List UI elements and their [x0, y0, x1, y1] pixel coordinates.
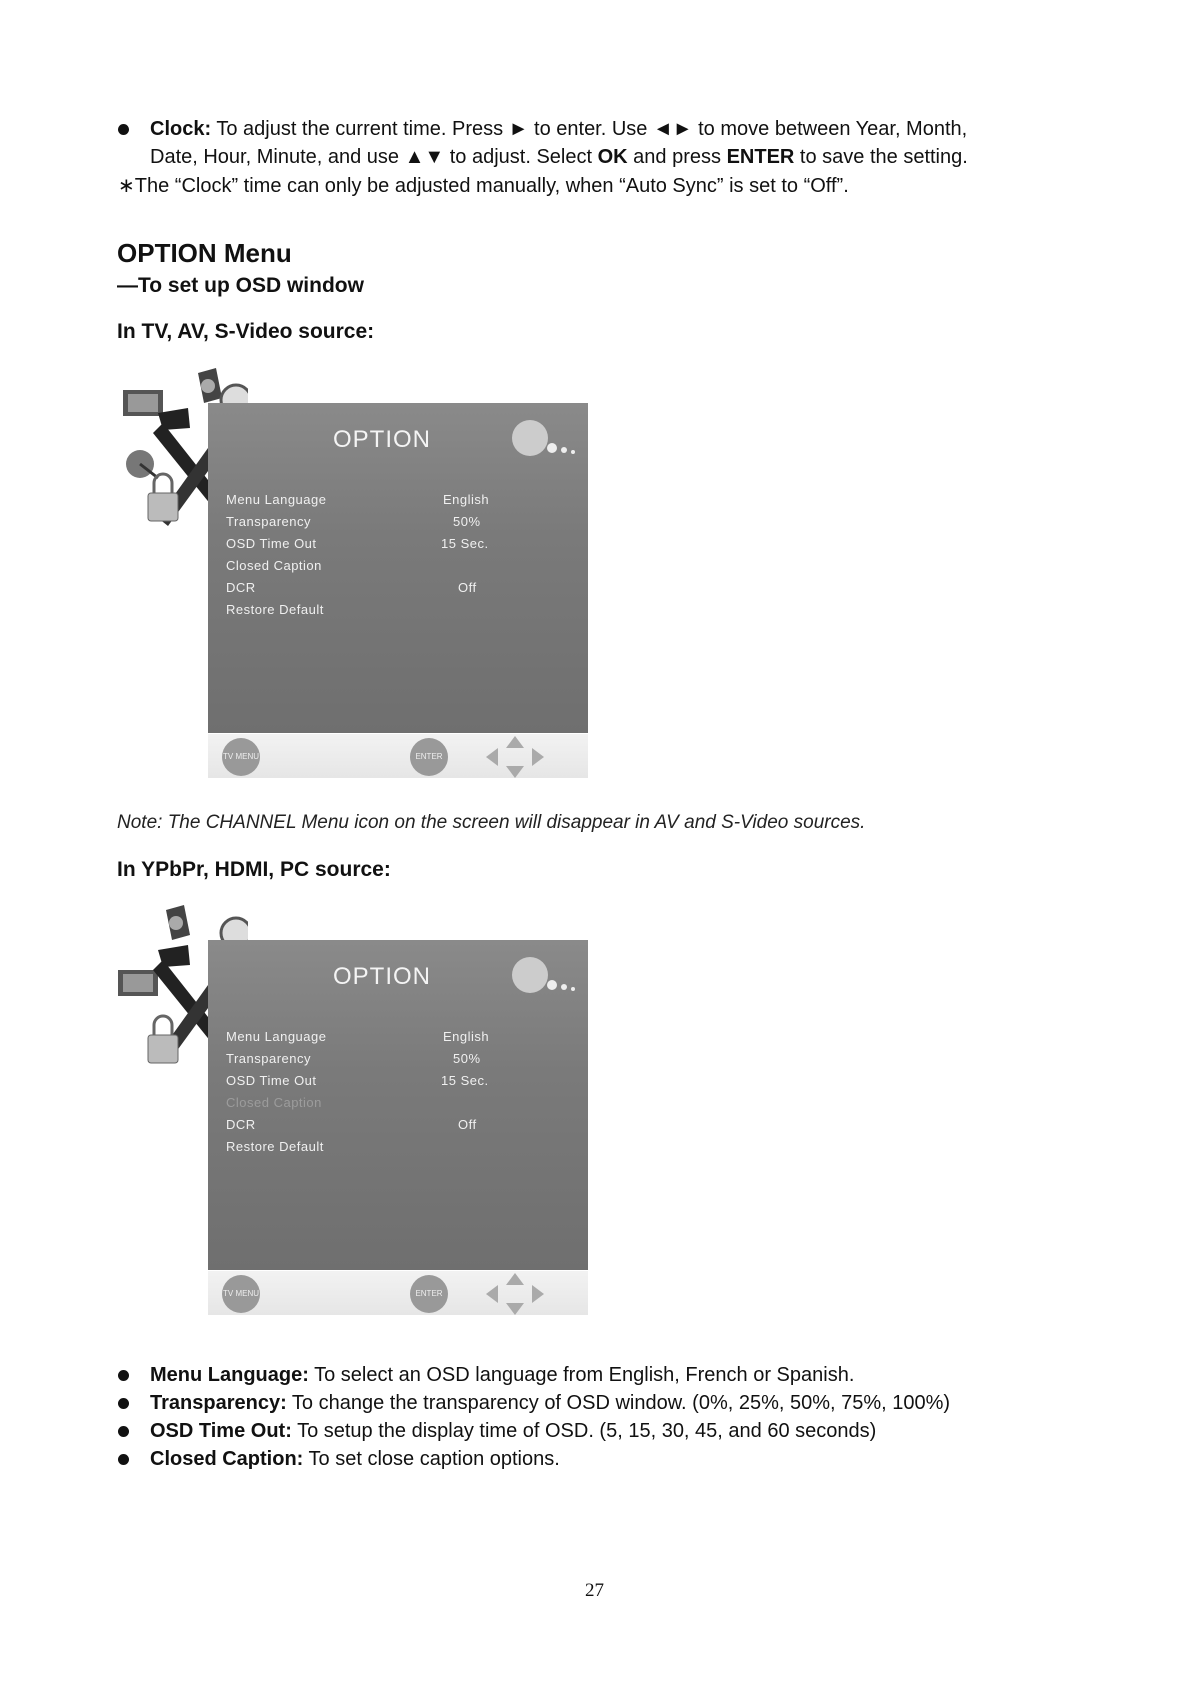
source2-heading: In YPbPr, HDMI, PC source: — [117, 858, 391, 881]
clock-text-1: To adjust the current time. Press ► to enter. Use ◄► to move between Year, Month, — [216, 118, 968, 140]
clock-text-2c: to save the setting. — [794, 146, 968, 168]
bullet-dot — [118, 1454, 129, 1465]
osd-row-label: OSD Time Out — [226, 536, 317, 551]
tv-menu-button: TV MENU — [222, 738, 260, 776]
osd-row-value: English — [443, 1029, 490, 1044]
clock-text-2a: Date, Hour, Minute, and use ▲▼ to adjust. Select — [150, 146, 598, 168]
osd-row-value: 15 Sec. — [441, 1073, 489, 1088]
osd-row-label: Closed Caption — [226, 558, 322, 573]
decor-bubbles-icon — [508, 408, 588, 468]
section-title: OPTION Menu — [117, 238, 292, 268]
bullet-closed-caption — [150, 1445, 560, 1473]
osd-title: OPTION — [333, 963, 432, 990]
page-number: 27 — [585, 1580, 604, 1601]
bullet-label: OSD Time Out: — [150, 1420, 292, 1442]
speaker-icon — [198, 368, 222, 403]
section-subtitle: —To set up OSD window — [117, 274, 364, 297]
osd-row-label: Menu Language — [226, 1029, 327, 1044]
osd-row-value: Off — [458, 580, 477, 595]
bullet-osd-time-out — [150, 1417, 876, 1445]
tv-icon — [118, 970, 158, 996]
bullet-transparency — [150, 1389, 950, 1417]
lock-icon — [148, 1016, 178, 1063]
bullet-label: Menu Language: — [150, 1364, 309, 1386]
tv-icon — [123, 390, 163, 416]
bullet-dot — [118, 1398, 129, 1409]
osd-row-label: Transparency — [226, 1051, 311, 1066]
arrow-keys-icon — [480, 1269, 550, 1319]
osd-row-label: OSD Time Out — [226, 1073, 317, 1088]
enter-keyword: ENTER — [726, 146, 795, 168]
clock-note: ∗The “Clock” time can only be adjusted manually, when “Auto Sync” is set to “Off”. — [118, 175, 849, 197]
bullet-text: To select an OSD language from English, French or Spanish. — [308, 1364, 855, 1386]
osd-row-label: Restore Default — [226, 1139, 324, 1154]
bullet-text: To set close caption options. — [303, 1448, 560, 1470]
osd-row-value: Off — [458, 1117, 477, 1132]
osd-screenshot-2 — [118, 905, 588, 1315]
decor-bubbles-icon — [508, 945, 588, 1005]
osd-row-value: 50% — [453, 1051, 481, 1066]
arrow-keys-icon — [480, 732, 550, 782]
bullet-text: To setup the display time of OSD. (5, 15, 30, 45, and 60 seconds) — [291, 1420, 877, 1442]
osd-screenshot-1 — [118, 368, 588, 778]
channel-note: Note: The CHANNEL Menu icon on the screen will disappear in AV and S-Video sources. — [117, 812, 866, 833]
osd-row-label: Menu Language — [226, 492, 327, 507]
bullet-label: Transparency: — [150, 1392, 287, 1414]
osd-row-value: 50% — [453, 514, 481, 529]
osd-row-label: Transparency — [226, 514, 311, 529]
bullet-dot — [118, 1426, 129, 1437]
clock-line-1 — [150, 115, 1110, 143]
ok-keyword: OK — [597, 146, 628, 168]
osd-row-value: 15 Sec. — [441, 536, 489, 551]
osd-row-label: DCR — [226, 1117, 256, 1132]
speaker-icon — [166, 905, 190, 940]
source1-heading: In TV, AV, S-Video source: — [117, 320, 375, 343]
bullet-dot — [118, 1370, 129, 1381]
tv-menu-button: TV MENU — [222, 1275, 260, 1313]
clock-text-2b: and press — [627, 146, 727, 168]
clock-line-2 — [150, 143, 1110, 171]
osd-row-label: Restore Default — [226, 602, 324, 617]
osd-row-label: DCR — [226, 580, 256, 595]
bullet-text: To change the transparency of OSD window. (0%, 25%, 50%, 75%, 100%) — [286, 1392, 951, 1414]
clock-label: Clock: — [150, 118, 212, 140]
enter-button: ENTER — [410, 738, 448, 776]
enter-button: ENTER — [410, 1275, 448, 1313]
lock-icon — [148, 474, 178, 521]
bullet-menu-language — [150, 1361, 854, 1389]
osd-row-label-disabled: Closed Caption — [226, 1095, 322, 1110]
satellite-icon — [126, 450, 158, 478]
bullet-label: Closed Caption: — [150, 1448, 304, 1470]
osd-title: OPTION — [333, 426, 432, 453]
bullet-dot — [118, 124, 129, 135]
osd-row-value: English — [443, 492, 490, 507]
